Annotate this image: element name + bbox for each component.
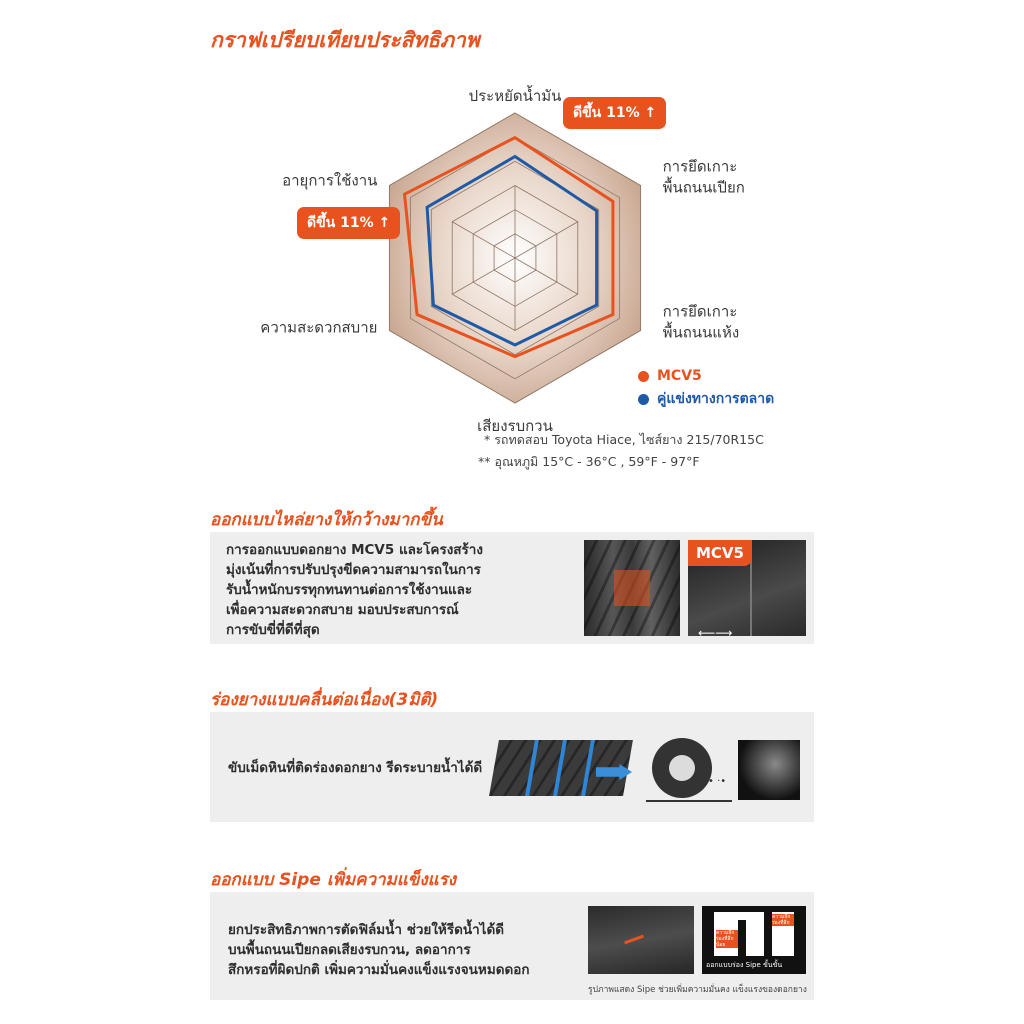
- water-spray-image: [738, 740, 800, 800]
- legend-item-mcv5: MCV5: [638, 368, 774, 384]
- sipe-description: ยกประสิทธิภาพการตัดฟิล์มน้ำ ช่วยให้รีดน้ำได้ดี บนพื้นถนนเปียกลดเสียงรบกวน, ลดอาการ สึกหรอที่ผิดปกติ เพิ่มความมั่นคงแข็งแรงจนหมดดอก: [228, 922, 530, 978]
- fuel-improvement-badge: ดีขึ้น 11% ↑: [563, 97, 666, 129]
- road-line: [646, 800, 732, 802]
- width-arrow-icon: ⟵⟶: [698, 626, 733, 636]
- axis-label-3: เสียงรบกวน: [477, 417, 553, 435]
- sipe-tread-image: [588, 906, 694, 974]
- shoulder-description: การออกแบบดอกยาง MCV5 และโครงสร้าง มุ่งเน้นที่การปรับปรุงขีดความสามารถในการ รับน้ำหนักบรรทุกทนทานต่อการใช้งานและ เพื่อความสะดวกสบาย มอบประสบการณ์ การขับขี่ที่ดีที่สุด: [226, 542, 483, 638]
- temperature-note: ** อุณหภูมิ 15°C - 36°C , 59°F - 97°F: [478, 454, 700, 469]
- sipe-diagram: [702, 906, 806, 974]
- sipe-caption: รูปภาพแสดง Sipe ช่วยเพิ่มความมั่นคง แข็งแรงของดอกยาง: [588, 985, 807, 995]
- axis-label-0: ประหยัดน้ำมัน: [468, 87, 562, 105]
- shoulder-section-title: ออกแบบไหล่ยางให้กว้างมากขึ้น: [210, 510, 443, 530]
- legend-item-competitor: คู่แข่งทางการตลาด: [638, 388, 774, 410]
- legend-dot-orange: [638, 371, 649, 382]
- legend-dot-blue: [638, 394, 649, 405]
- sipe-box-b: ความลึก ร่องที่ลึก: [772, 914, 794, 926]
- mcv5-tag: MCV5: [688, 540, 752, 566]
- chart-section-title: กราฟเปรียบเทียบประสิทธิภาพ: [210, 28, 480, 52]
- wheel-image: [652, 738, 712, 798]
- axis-label-1: การยึดเกาะพื้นถนนเปียก: [662, 157, 745, 197]
- axis-label-2: การยึดเกาะพื้นถนนแห้ง: [662, 302, 740, 342]
- groove-description: ขับเม็ดหินที่ติดร่องดอกยาง รีดระบายน้ำได้ดี: [228, 760, 483, 776]
- sipe-box-a: ความลึก ร่องที่ลึกน้อย: [716, 930, 738, 948]
- sipe-panel: [210, 892, 814, 1000]
- axis-label-5: อายุการใช้งาน: [282, 171, 378, 190]
- groove-section-title: ร่องยางแบบคลื่นต่อเนื่อง(3มิติ): [210, 690, 439, 710]
- shoulder-closeup-image: [688, 540, 806, 636]
- shoulder-panel: [210, 532, 814, 644]
- stones-icon: • ·•: [708, 776, 727, 787]
- chart-legend: [638, 368, 774, 414]
- groove-panel: [210, 712, 814, 822]
- test-car-note: * รถทดสอบ Toyota Hiace, ไซส์ยาง 215/70R15C: [484, 432, 764, 447]
- tread-pattern-image: [584, 540, 680, 636]
- sipe-diagram-label: ออกแบบร่อง Sipe ขั้นขั้น: [706, 961, 783, 969]
- arrow-up-icon: ↑: [378, 215, 391, 231]
- axis-label-4: ความสะดวกสบาย: [260, 318, 378, 337]
- arrow-up-icon: ↑: [644, 105, 657, 121]
- sipe-section-title: ออกแบบ Sipe เพิ่มความแข็งแรง: [210, 870, 457, 890]
- life-improvement-badge: ดีขึ้น 11% ↑: [297, 207, 400, 239]
